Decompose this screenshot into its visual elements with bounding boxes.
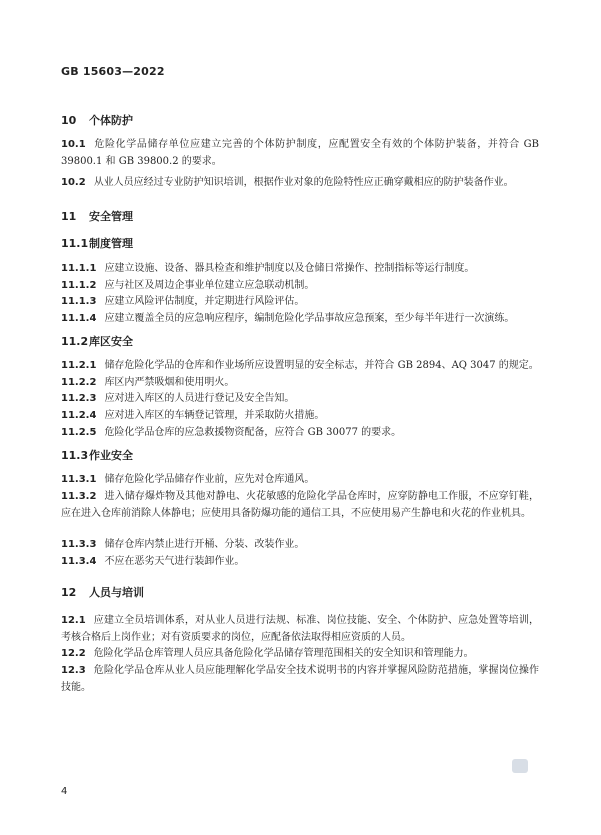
clause-number: 11.1.3 [61, 296, 97, 307]
clause-text: 储存仓库内禁止进行开桶、分装、改装作业。 [104, 539, 305, 550]
clause-text: 库区内严禁吸烟和使用明火。 [104, 377, 235, 388]
clause-number: 11.3.4 [61, 556, 97, 567]
clause-text: 危险化学品仓库管理人员应具备危险化学品储存管理范围相关的安全知识和管理能力。 [93, 648, 474, 659]
subsection-heading-11-1 [61, 235, 133, 251]
clause-number: 11.3.2 [61, 491, 97, 502]
clause-number: 11.2.5 [61, 427, 97, 438]
clause-number: 11.2.3 [61, 393, 97, 404]
clause-number: 11.1.2 [61, 280, 97, 291]
clause-text: 应与社区及周边企事业单位建立应急联动机制。 [104, 280, 315, 291]
section-number: 10 [61, 114, 77, 127]
clause-11-2-4 [61, 407, 539, 424]
clause-11-3-2 [61, 488, 539, 522]
clause-text: 危险化学品仓库从业人员应能理解化学品安全技术说明书的内容并掌握风险防范措施，掌握岗位操作技能。 [61, 665, 539, 693]
subsection-title: 库区安全 [89, 335, 133, 348]
subsection-title: 制度管理 [89, 237, 133, 250]
section-heading-10 [61, 112, 133, 128]
page-number: 4 [61, 786, 68, 797]
section-title: 人员与培训 [89, 586, 144, 599]
clause-number: 10.1 [61, 139, 86, 150]
clause-text: 危险化学品储存单位应建立完善的个体防护制度，应配置安全有效的个体防护装备，并符合 GB 39800.1 和 GB 39800.2 的要求。 [61, 139, 539, 167]
subsection-heading-11-3 [61, 447, 133, 463]
clause-12-3 [61, 662, 539, 696]
subsection-number: 11.1 [61, 237, 89, 250]
section-heading-12 [61, 584, 144, 600]
subsection-number: 11.2 [61, 335, 89, 348]
clause-11-3-1 [61, 471, 539, 488]
clause-number: 11.2.1 [61, 360, 97, 371]
clause-number: 10.2 [61, 177, 86, 188]
clause-text: 储存危险化学品储存作业前，应先对仓库通风。 [104, 474, 315, 485]
clause-12-1 [61, 612, 539, 646]
clause-number: 11.2.2 [61, 377, 97, 388]
document-header-id: GB 15603—2022 [61, 65, 165, 78]
subsection-number: 11.3 [61, 449, 89, 462]
clause-10-1 [61, 136, 539, 170]
clause-11-1-4 [61, 310, 539, 327]
subsection-title: 作业安全 [89, 449, 133, 462]
clause-text: 进入储存爆炸物及其他对静电、火花敏感的危险化学品仓库时，应穿防静电工作服，不应穿钉鞋，应在进入仓库前消除人体静电；应使用具备防爆功能的通信工具，不应使用易产生静电和火花的作业机具。 [61, 491, 539, 519]
clause-text: 应对进入库区的车辆登记管理，并采取防火措施。 [104, 410, 325, 421]
section-number: 11 [61, 210, 77, 223]
clause-number: 12.2 [61, 648, 86, 659]
clause-text: 从业人员应经过专业防护知识培训，根据作业对象的危险特性应正确穿戴相应的防护装备作业。 [93, 177, 514, 188]
clause-number: 11.1.1 [61, 263, 97, 274]
clause-text: 危险化学品仓库的应急救援物资配备，应符合 GB 30077 的要求。 [104, 427, 402, 438]
clause-11-2-3 [61, 390, 539, 407]
clause-text: 应建立全员培训体系，对从业人员进行法规、标准、岗位技能、安全、个体防护、应急处置等培训，考核合格后上岗作业；对有资质要求的岗位，应配备依法取得相应资质的人员。 [61, 615, 539, 643]
clause-11-3-3 [61, 536, 539, 553]
watermark-logo [512, 759, 528, 773]
clause-text: 应建立风险评估制度，并定期进行风险评估。 [104, 296, 305, 307]
subsection-heading-11-2 [61, 333, 133, 349]
clause-number: 12.1 [61, 615, 86, 626]
clause-11-1-2 [61, 277, 539, 294]
clause-number: 11.2.4 [61, 410, 97, 421]
clause-text: 储存危险化学品的仓库和作业场所应设置明显的安全标志，并符合 GB 2894、AQ 3047 的规定。 [104, 360, 539, 371]
clause-number: 11.3.3 [61, 539, 97, 550]
clause-number: 11.3.1 [61, 474, 97, 485]
section-number: 12 [61, 586, 77, 599]
section-title: 安全管理 [89, 210, 133, 223]
clause-text: 应对进入库区的人员进行登记及安全告知。 [104, 393, 295, 404]
clause-11-3-4 [61, 553, 539, 570]
clause-11-2-5 [61, 424, 539, 441]
clause-11-1-1 [61, 260, 539, 277]
clause-11-1-3 [61, 293, 539, 310]
clause-text: 应建立设施、设备、器具检查和维护制度以及仓储日常操作、控制指标等运行制度。 [104, 263, 475, 274]
section-heading-11 [61, 208, 133, 224]
clause-text: 不应在恶劣天气进行装卸作业。 [104, 556, 245, 567]
clause-number: 11.1.4 [61, 313, 97, 324]
section-title: 个体防护 [89, 114, 133, 127]
clause-number: 12.3 [61, 665, 86, 676]
clause-11-2-1 [61, 357, 539, 374]
clause-11-2-2 [61, 374, 539, 391]
clause-12-2 [61, 645, 539, 662]
clause-text: 应建立覆盖全员的应急响应程序，编制危险化学品事故应急预案，至少每半年进行一次演练。 [104, 313, 515, 324]
clause-10-2 [61, 174, 539, 191]
